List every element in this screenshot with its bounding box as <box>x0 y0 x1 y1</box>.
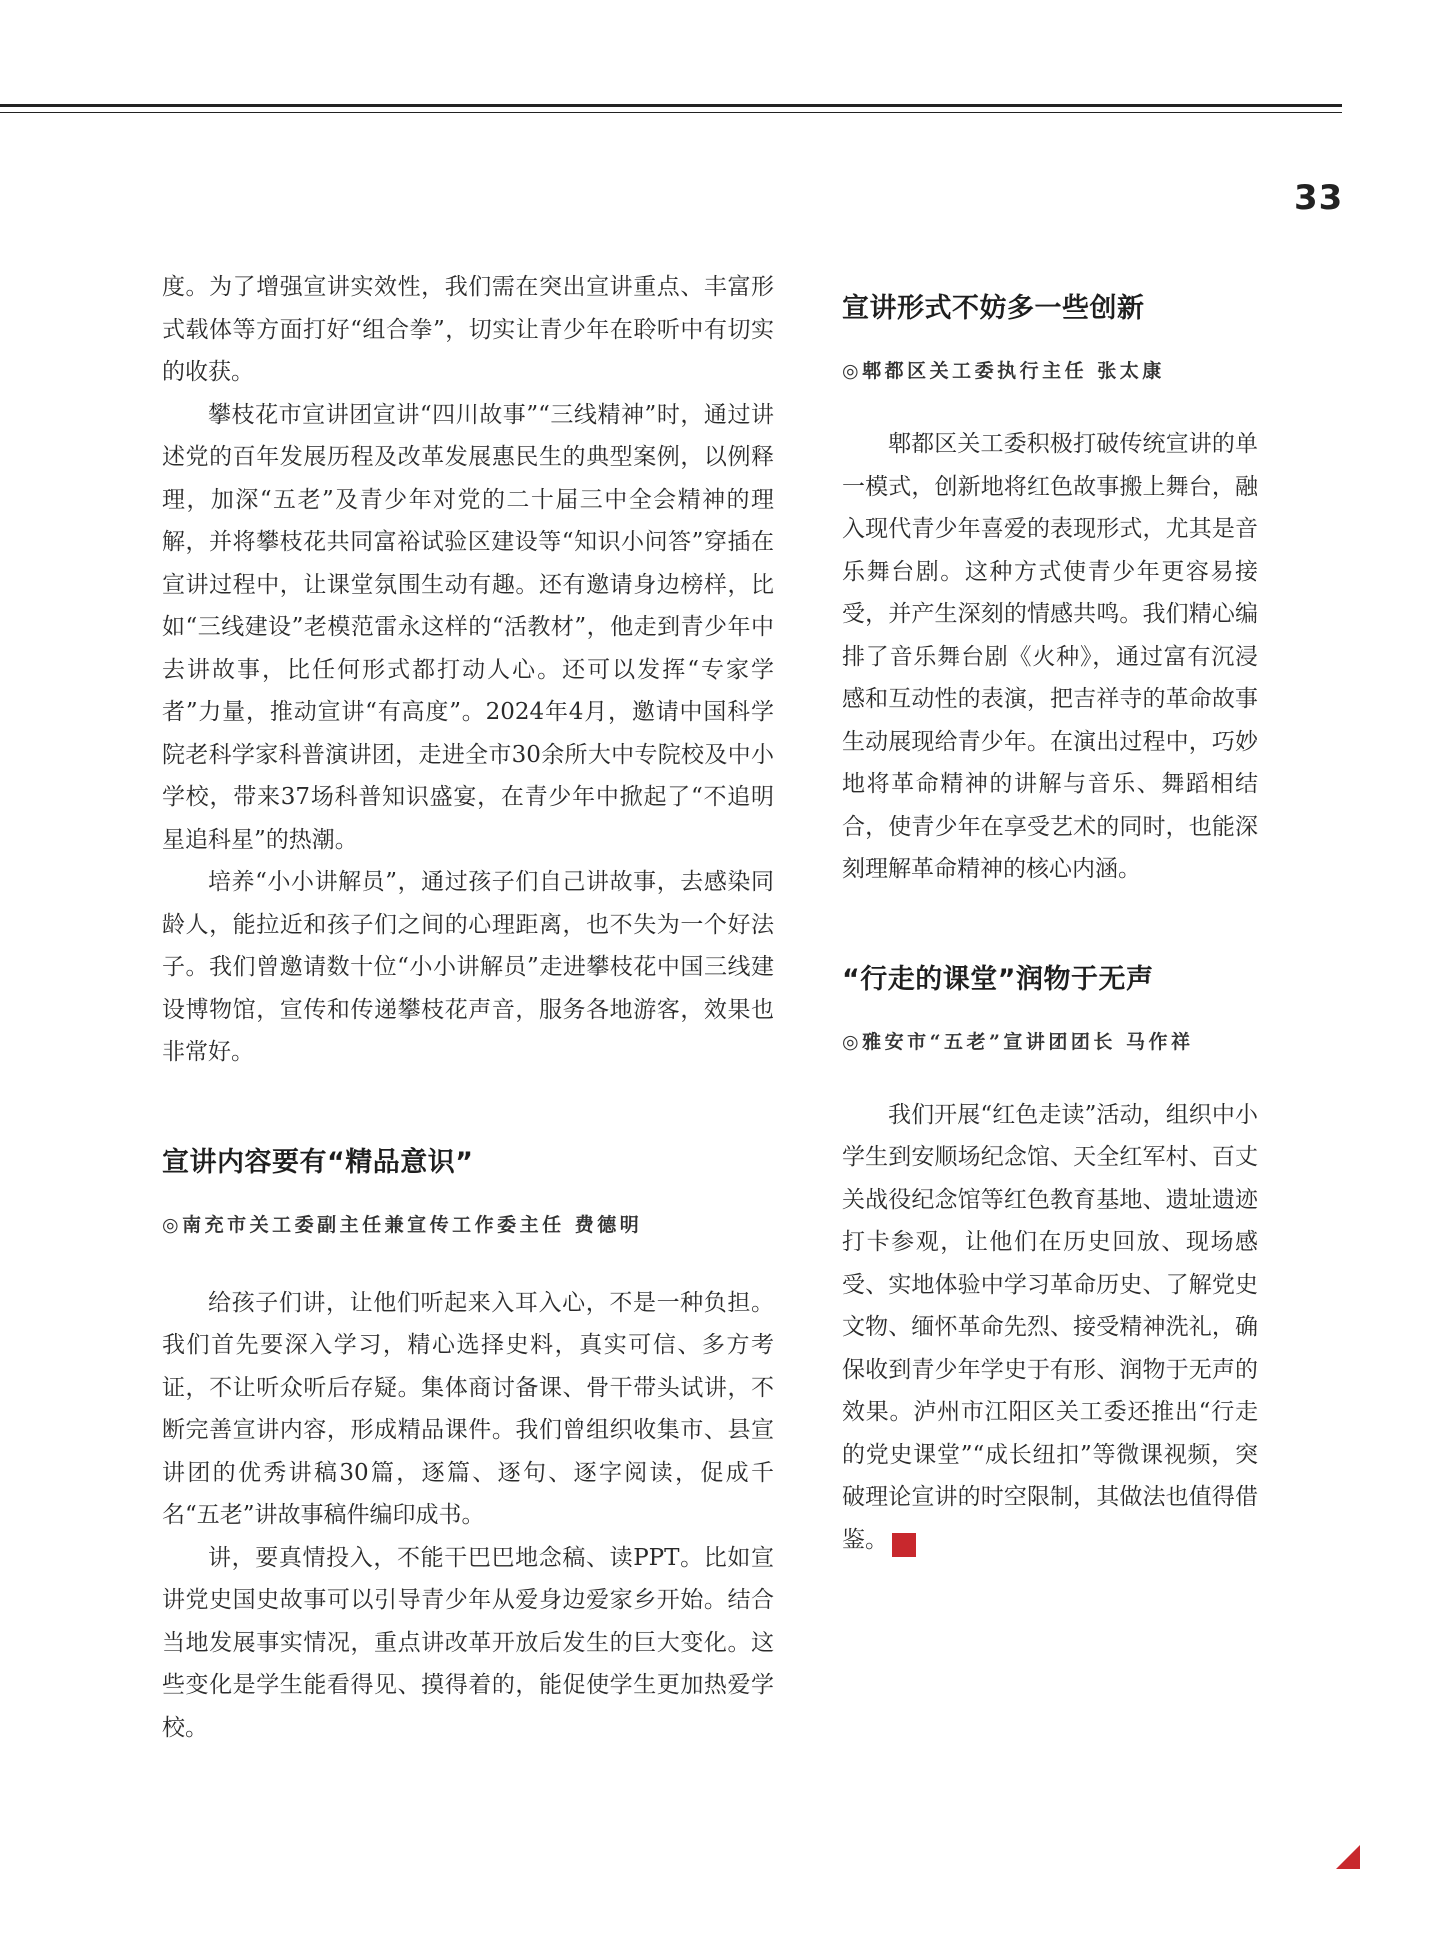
header-rule-thin <box>0 112 1342 113</box>
end-mark-icon: 关 <box>892 1533 916 1557</box>
corner-triangle-icon <box>1336 1845 1360 1869</box>
section-heading-walking-classroom: “行走的课堂”润物于无声 <box>842 963 1154 995</box>
right-column <box>842 286 1258 1561</box>
paragraph: 攀枝花市宣讲团宣讲“四川故事”“三线精神”时，通过讲述党的百年发展历程及改革发展惠民生的典型案例，以例释理，加深“五老”及青少年对党的二十届三中全会精神的理解，并将攀枝花共同富裕试验区建设等“知识小问答”穿插在宣讲过程中，让课堂氛围生动有趣。还有邀请身边榜样，比如“三线建设”老模范雷永这样的“活教材”，他走到青少年中去讲故事，比任何形式都打动人心。还可以发挥“专家学者”力量，推动宣讲“有高度”。2024年4月，邀请中国科学院老科学家科普演讲团，走进全市30余所大中专院校及中小学校，带来37场科普知识盛宴，在青少年中掀起了“不追明星追科星”的热潮。 <box>162 401 774 853</box>
section-byline: ◎南充市关工委副主任兼宣传工作委主任 费德明 <box>162 1213 643 1236</box>
paragraph: 培养“小小讲解员”，通过孩子们自己讲故事，去感染同龄人，能拉近和孩子们之间的心理距离，也不失为一个好法子。我们曾邀请数十位“小小讲解员”走进攀枝花中国三线建设博物馆，宣传和传递攀枝花声音，服务各地游客，效果也非常好。 <box>162 869 774 1065</box>
paragraph-final <box>842 1094 1258 1562</box>
page-number: 33 <box>1294 178 1344 218</box>
section-byline: ◎雅安市“五老”宣讲团团长 马作祥 <box>842 1030 1194 1053</box>
paragraph: 讲，要真情投入，不能干巴巴地念稿、读PPT。比如宣讲党史国史故事可以引导青少年从爱身边爱家乡开始。结合当地发展事实情况，重点讲改革开放后发生的巨大变化。这些变化是学生能看得见、摸得着的，能促使学生更加热爱学校。 <box>162 1544 774 1741</box>
section-heading-format-innovation: 宣讲形式不妨多一些创新 <box>842 293 1145 324</box>
section-byline: ◎郫都区关工委执行主任 张太康 <box>842 360 1165 382</box>
paragraph-continued: 度。为了增强宣讲实效性，我们需在突出宣讲重点、丰富形式载体等方面打好“组合拳”，切实让青少年在聆听中有切实的收获。 <box>162 274 774 385</box>
paragraph: 郫都区关工委积极打破传统宣讲的单一模式，创新地将红色故事搬上舞台，融入现代青少年喜爱的表现形式，尤其是音乐舞台剧。这种方式使青少年更容易接受，并产生深刻的情感共鸣。我们精心编排了音乐舞台剧《火种》，通过富有沉浸感和互动性的表演，把吉祥寺的革命故事生动展现给青少年。在演出过程中，巧妙地将革命精神的讲解与音乐、舞蹈相结合，使青少年在享受艺术的同时，也能深刻理解革命精神的核心内涵。 <box>842 431 1258 882</box>
left-column <box>162 266 774 1749</box>
header-rule-thick <box>0 104 1342 107</box>
paragraph: 给孩子们讲，让他们听起来入耳入心，不是一种负担。我们首先要深入学习，精心选择史料，真实可信、多方考证，不让听众听后存疑。集体商讨备课、骨干带头试讲，不断完善宣讲内容，形成精品课件。我们曾组织收集市、县宣讲团的优秀讲稿30篇，逐篇、逐句、逐字阅读，促成千名“五老”讲故事稿件编印成书。 <box>162 1289 774 1528</box>
section-heading-content-quality: 宣讲内容要有“精品意识” <box>162 1146 474 1178</box>
paragraph-text: 我们开展“红色走读”活动，组织中小学生到安顺场纪念馆、天全红军村、百丈关战役纪念馆等红色教育基地、遗址遗迹打卡参观，让他们在历史回放、现场感受、实地体验中学习革命历史、了解党史文物、缅怀革命先烈、接受精神洗礼，确保收到青少年学史于有形、润物于无声的效果。泸州市江阳区关工委还推出“行走的党史课堂”“成长纽扣”等微课视频，突破理论宣讲的时空限制，其做法也值得借鉴。 <box>842 1101 1258 1553</box>
